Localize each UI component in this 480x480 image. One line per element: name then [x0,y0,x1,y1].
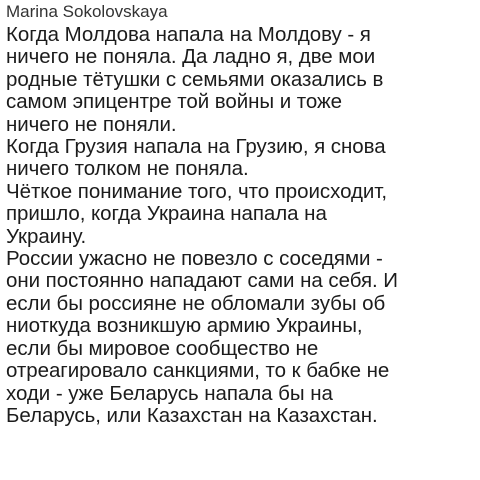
post-text-line: ходи - уже Беларусь напала бы на [6,381,333,405]
post-text-line: отреагировало санкциями, то к бабке не [6,359,390,383]
post-text-line: России ужасно не повезло с соседями - [6,247,383,271]
post-text-line: если бы мировое сообщество не [6,336,319,360]
post-text-line: если бы россияне не обломали зубы об [6,291,386,315]
post-text-line: Беларусь, или Казахстан на Казахстан. [6,403,378,427]
post-text-line: ничего не поняла. Да ладно я, две мои [6,45,376,69]
post-text [6,24,474,427]
post-text-line: ниоткуда возникшую армию Украины, [6,314,363,338]
post-text-line: Когда Грузия напала на Грузию, я снова [6,135,386,159]
post-text-line: родные тётушки с семьями оказались в [6,67,384,91]
post-text-line: Чёткое понимание того, что происходит, [6,179,388,203]
author-name[interactable]: Marina Sokolovskaya [6,2,168,21]
post-text-line: ничего толком не поняла. [6,157,249,181]
post-text-line: ничего не поняли. [6,112,177,136]
post-text-line: пришло, когда Украина напала на [6,202,327,226]
post-text-line: Когда Молдова напала на Молдову - я [6,23,371,46]
post-text-line: самом эпицентре той войны и тоже [6,90,343,114]
post-text-line: они постоянно нападают сами на себя. И [6,269,398,293]
post-text-line: Украину. [6,224,87,248]
